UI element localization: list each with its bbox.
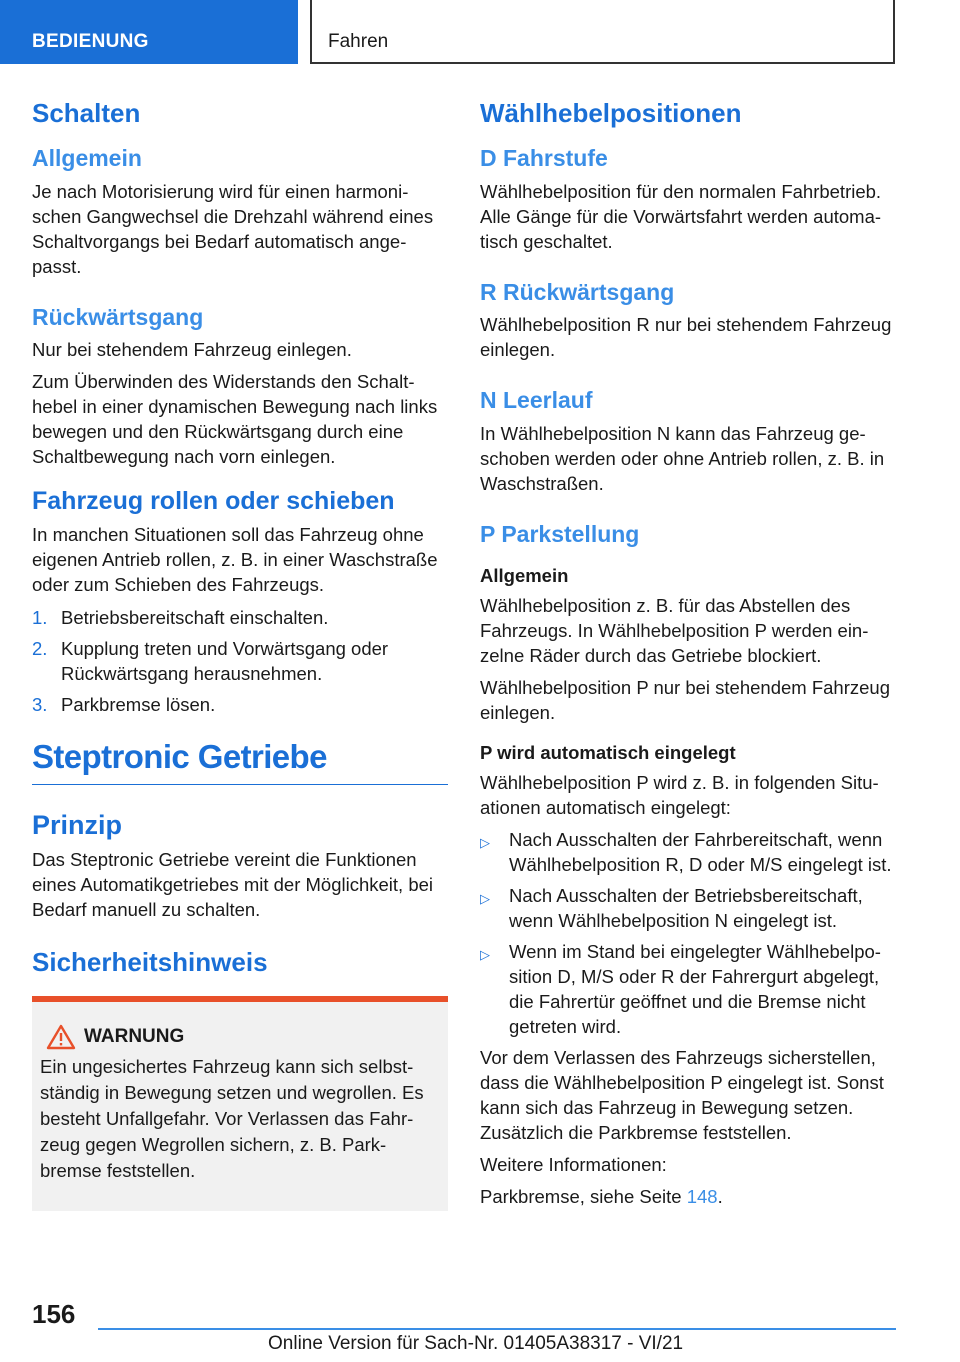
right-column	[480, 98, 898, 1216]
list-item	[32, 692, 448, 717]
list-item	[32, 636, 448, 686]
heading-r-rueckwaertsgang: R Rückwärtsgang	[480, 278, 675, 305]
parkbremse-reference: Parkbremse, siehe Seite 148.	[480, 1185, 723, 1207]
heading-d-fahrstufe: D Fahrstufe	[480, 145, 608, 172]
chapter-label: Fahren	[328, 31, 389, 52]
step-text: Kupplung treten und Vorwärtsgang oder Rückwärtsgang herausnehmen.	[61, 638, 389, 685]
paragraph-rueck-2: Zum Überwinden des Widerstands den Schalthebel in einer dynamischen Bewegung nach links bewegen und den Rückwärtsgang durch eine Schaltbewegung nach vorn einlegen.	[32, 371, 438, 468]
heading-sicherheitshinweis: Sicherheitshinweis	[32, 947, 268, 978]
heading-rollen-schieben: Fahrzeug rollen oder schieben	[32, 487, 395, 516]
warning-text: Ein ungesichertes Fahrzeug kann sich selbstständig in Bewegung setzen und wegrollen. Es besteht Unfallgefahr. Vor Verlassen das Fahrzeug gegen Wegrollen sichern, z. B. Parkbremse feststellen.	[40, 1056, 424, 1182]
paragraph-r: Wählhebelposition R nur bei stehendem Fahrzeug einlegen.	[480, 314, 892, 361]
paragraph-p-allg-2: Wählhebelposition P nur bei stehendem Fahrzeug einlegen.	[480, 676, 890, 723]
page-number: 156	[32, 1299, 76, 1329]
step-text: Betriebsbereitschaft einschalten.	[61, 607, 329, 629]
warning-title: WARNUNG	[84, 1026, 185, 1048]
warning-box	[32, 996, 448, 1211]
step-number: 3.	[32, 694, 48, 716]
bullet-text: Nach Ausschalten der Betriebsbereitschaft, wenn Wählhebelposition N eingelegt ist.	[509, 884, 863, 931]
paragraph-rueck-1: Nur bei stehendem Fahrzeug einlegen.	[32, 339, 352, 361]
paragraph-n: In Wählhebelposition N kann das Fahrzeug geschoben werden oder ohne Antrieb rollen, z. B. in Waschstraßen.	[480, 422, 885, 494]
heading-p-parkstellung: P Parkstellung	[480, 520, 640, 547]
step-number: 1.	[32, 607, 48, 629]
heading-prinzip: Prinzip	[32, 809, 123, 840]
left-column	[32, 98, 448, 1211]
list-item	[480, 827, 898, 877]
step-text: Parkbremse lösen.	[61, 694, 216, 716]
section-tab	[0, 0, 298, 64]
list-item	[32, 605, 448, 630]
paragraph-p-allg-1: Wählhebelposition z. B. für das Abstellen des Fahrzeugs. In Wählhebelposition P werden einzelne Räder durch das Getriebe blockiert.	[480, 594, 869, 666]
heading-steptronic: Steptronic Getriebe	[32, 739, 448, 784]
heading-waehlhebelpositionen: Wählhebelpositionen	[480, 98, 742, 128]
bullet-triangle-icon: ▷	[480, 946, 490, 962]
page-link-148[interactable]: 148	[686, 1185, 718, 1207]
heading-allgemein: Allgemein	[32, 145, 142, 172]
paragraph-p-leave: Vor dem Verlassen des Fahrzeugs sicherstellen, dass die Wählhebelposition P eingelegt ist. Sonst kann sich das Fahrzeug in Bewegung setzen. Zusätzlich die Parkbremse feststellen.	[480, 1046, 884, 1143]
heading-schalten: Schalten	[32, 98, 141, 128]
heading-rueckwaertsgang: Rückwärtsgang	[32, 303, 204, 330]
paragraph-allgemein: Je nach Motorisierung wird für einen harmonischen Gangwechsel die Drehzahl während eines Schaltvorgangs bei Bedarf automatisch angepasst.	[32, 180, 434, 277]
bullet-triangle-icon: ▷	[480, 834, 490, 850]
paragraph-prinzip: Das Steptronic Getriebe vereint die Funktionen eines Automatikgetriebes mit der Möglichkeit, bei Bedarf manuell zu schalten.	[32, 849, 434, 921]
bullet-text: Wenn im Stand bei eingelegter Wählhebelposition D, M/S oder R der Fahrergurt abgelegt, die Fahrertür geöffnet und die Bremse nicht getreten wird.	[509, 940, 881, 1037]
step-number: 2.	[32, 638, 48, 660]
heading-n-leerlauf: N Leerlauf	[480, 387, 593, 414]
list-item	[480, 883, 898, 933]
heading-p-allgemein: Allgemein	[480, 564, 569, 586]
warning-triangle-icon	[46, 1024, 76, 1050]
footer-online-version: Online Version für Sach-Nr. 01405A38317 - VI/21	[268, 1333, 684, 1354]
paragraph-rollen: In manchen Situationen soll das Fahrzeug ohne eigenen Antrieb rollen, z. B. in einer Waschstraße oder zum Schieben des Fahrzeugs.	[32, 524, 438, 596]
bullet-list	[480, 827, 898, 1039]
steps-list	[32, 605, 448, 717]
more-info-label: Weitere Informationen:	[480, 1153, 667, 1175]
heading-p-automatisch: P wird automatisch eingelegt	[480, 741, 736, 763]
footer-divider	[98, 1328, 896, 1330]
paragraph-d: Wählhebelposition für den normalen Fahrbetrieb. Alle Gänge für die Vorwärtsfahrt werden automatisch geschaltet.	[480, 180, 882, 252]
section-label: BEDIENUNG	[32, 31, 149, 52]
paragraph-p-auto: Wählhebelposition P wird z. B. in folgenden Situationen automatisch eingelegt:	[480, 771, 879, 818]
list-item	[480, 939, 898, 1039]
bullet-text: Nach Ausschalten der Fahrbereitschaft, wenn Wählhebelposition R, D oder M/S eingelegt ist.	[509, 828, 892, 875]
bullet-triangle-icon: ▷	[480, 890, 490, 906]
chapter-tab	[310, 0, 895, 64]
